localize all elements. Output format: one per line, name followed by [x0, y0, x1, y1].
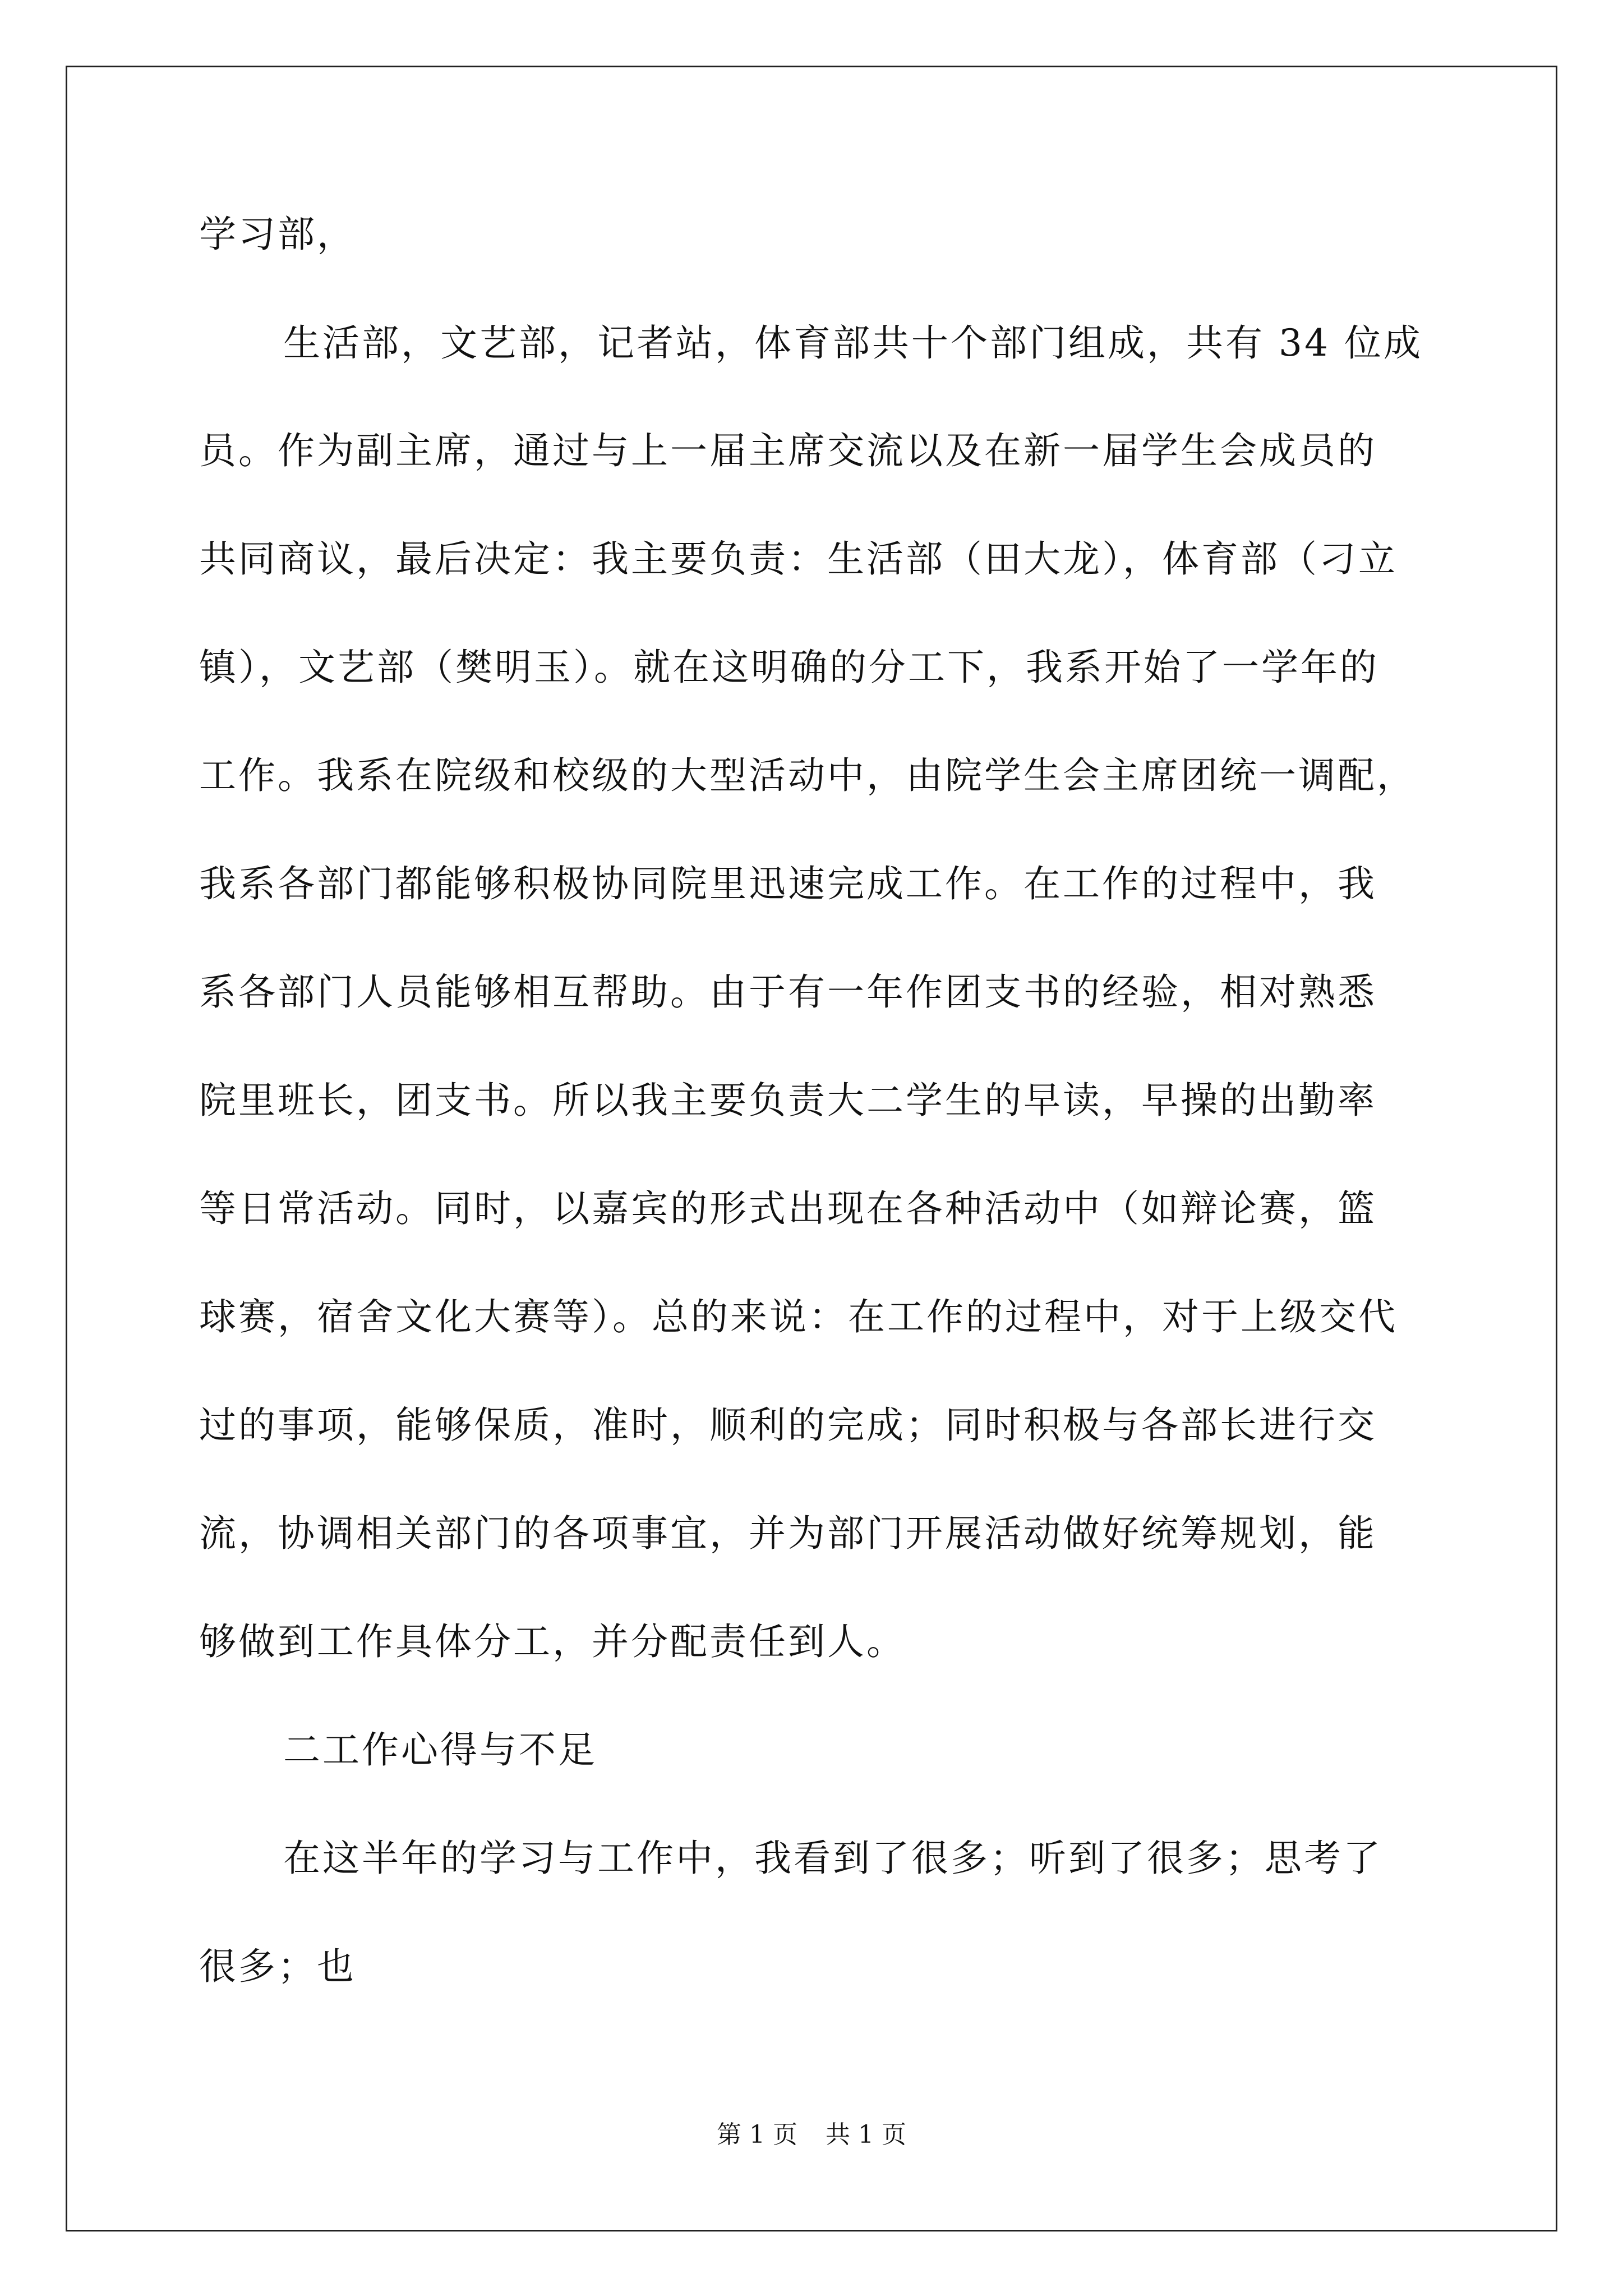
- page-total: 共 1 页: [826, 2120, 906, 2149]
- body-text-line: 共同商议，最后决定：我主要负责：生活部（田大龙），体育部（刁立: [199, 537, 1398, 581]
- body-text-line: 过的事项，能够保质，准时，顺利的完成；同时积极与各部长进行交: [199, 1404, 1377, 1447]
- body-text-line: 员。作为副主席，通过与上一届主席交流以及在新一届学生会成员的: [199, 429, 1377, 472]
- body-text-line: 生活部，文艺部，记者站，体育部共十个部门组成，共有 34 位成: [283, 321, 1423, 365]
- body-text-line: 够做到工作具体分工，并分配责任到人。: [199, 1620, 906, 1663]
- body-text-line: 在这半年的学习与工作中，我看到了很多；听到了很多；思考了: [283, 1837, 1382, 1880]
- body-text-line: 等日常活动。同时，以嘉宾的形式出现在各种活动中（如辩论赛，篮: [199, 1187, 1377, 1230]
- section-heading: 二工作心得与不足: [283, 1728, 597, 1772]
- body-text-line: 工作。我系在院级和校级的大型活动中，由院学生会主席团统一调配，: [199, 754, 1416, 797]
- page-border: [66, 66, 1557, 2231]
- body-text-line: 镇），文艺部（樊明玉）。就在这明确的分工下，我系开始了一学年的: [199, 646, 1379, 689]
- page-footer: [0, 2119, 1623, 2151]
- body-text-line: 院里班长，团支书。所以我主要负责大二学生的早读，早操的出勤率: [199, 1079, 1377, 1122]
- body-text-line: 很多；也: [199, 1945, 356, 1988]
- body-text-line: 球赛，宿舍文化大赛等）。总的来说：在工作的过程中，对于上级交代: [199, 1295, 1398, 1338]
- body-text-line: 我系各部门都能够积极协同院里迅速完成工作。在工作的过程中，我: [199, 862, 1377, 905]
- body-text-line: 流，协调相关部门的各项事宜，并为部门开展活动做好统筹规划，能: [199, 1512, 1377, 1555]
- page-number: 第 1 页: [717, 2120, 797, 2149]
- body-text-line: 系各部门人员能够相互帮助。由于有一年作团支书的经验，相对熟悉: [199, 970, 1377, 1014]
- body-text-line: 学习部，: [199, 213, 356, 256]
